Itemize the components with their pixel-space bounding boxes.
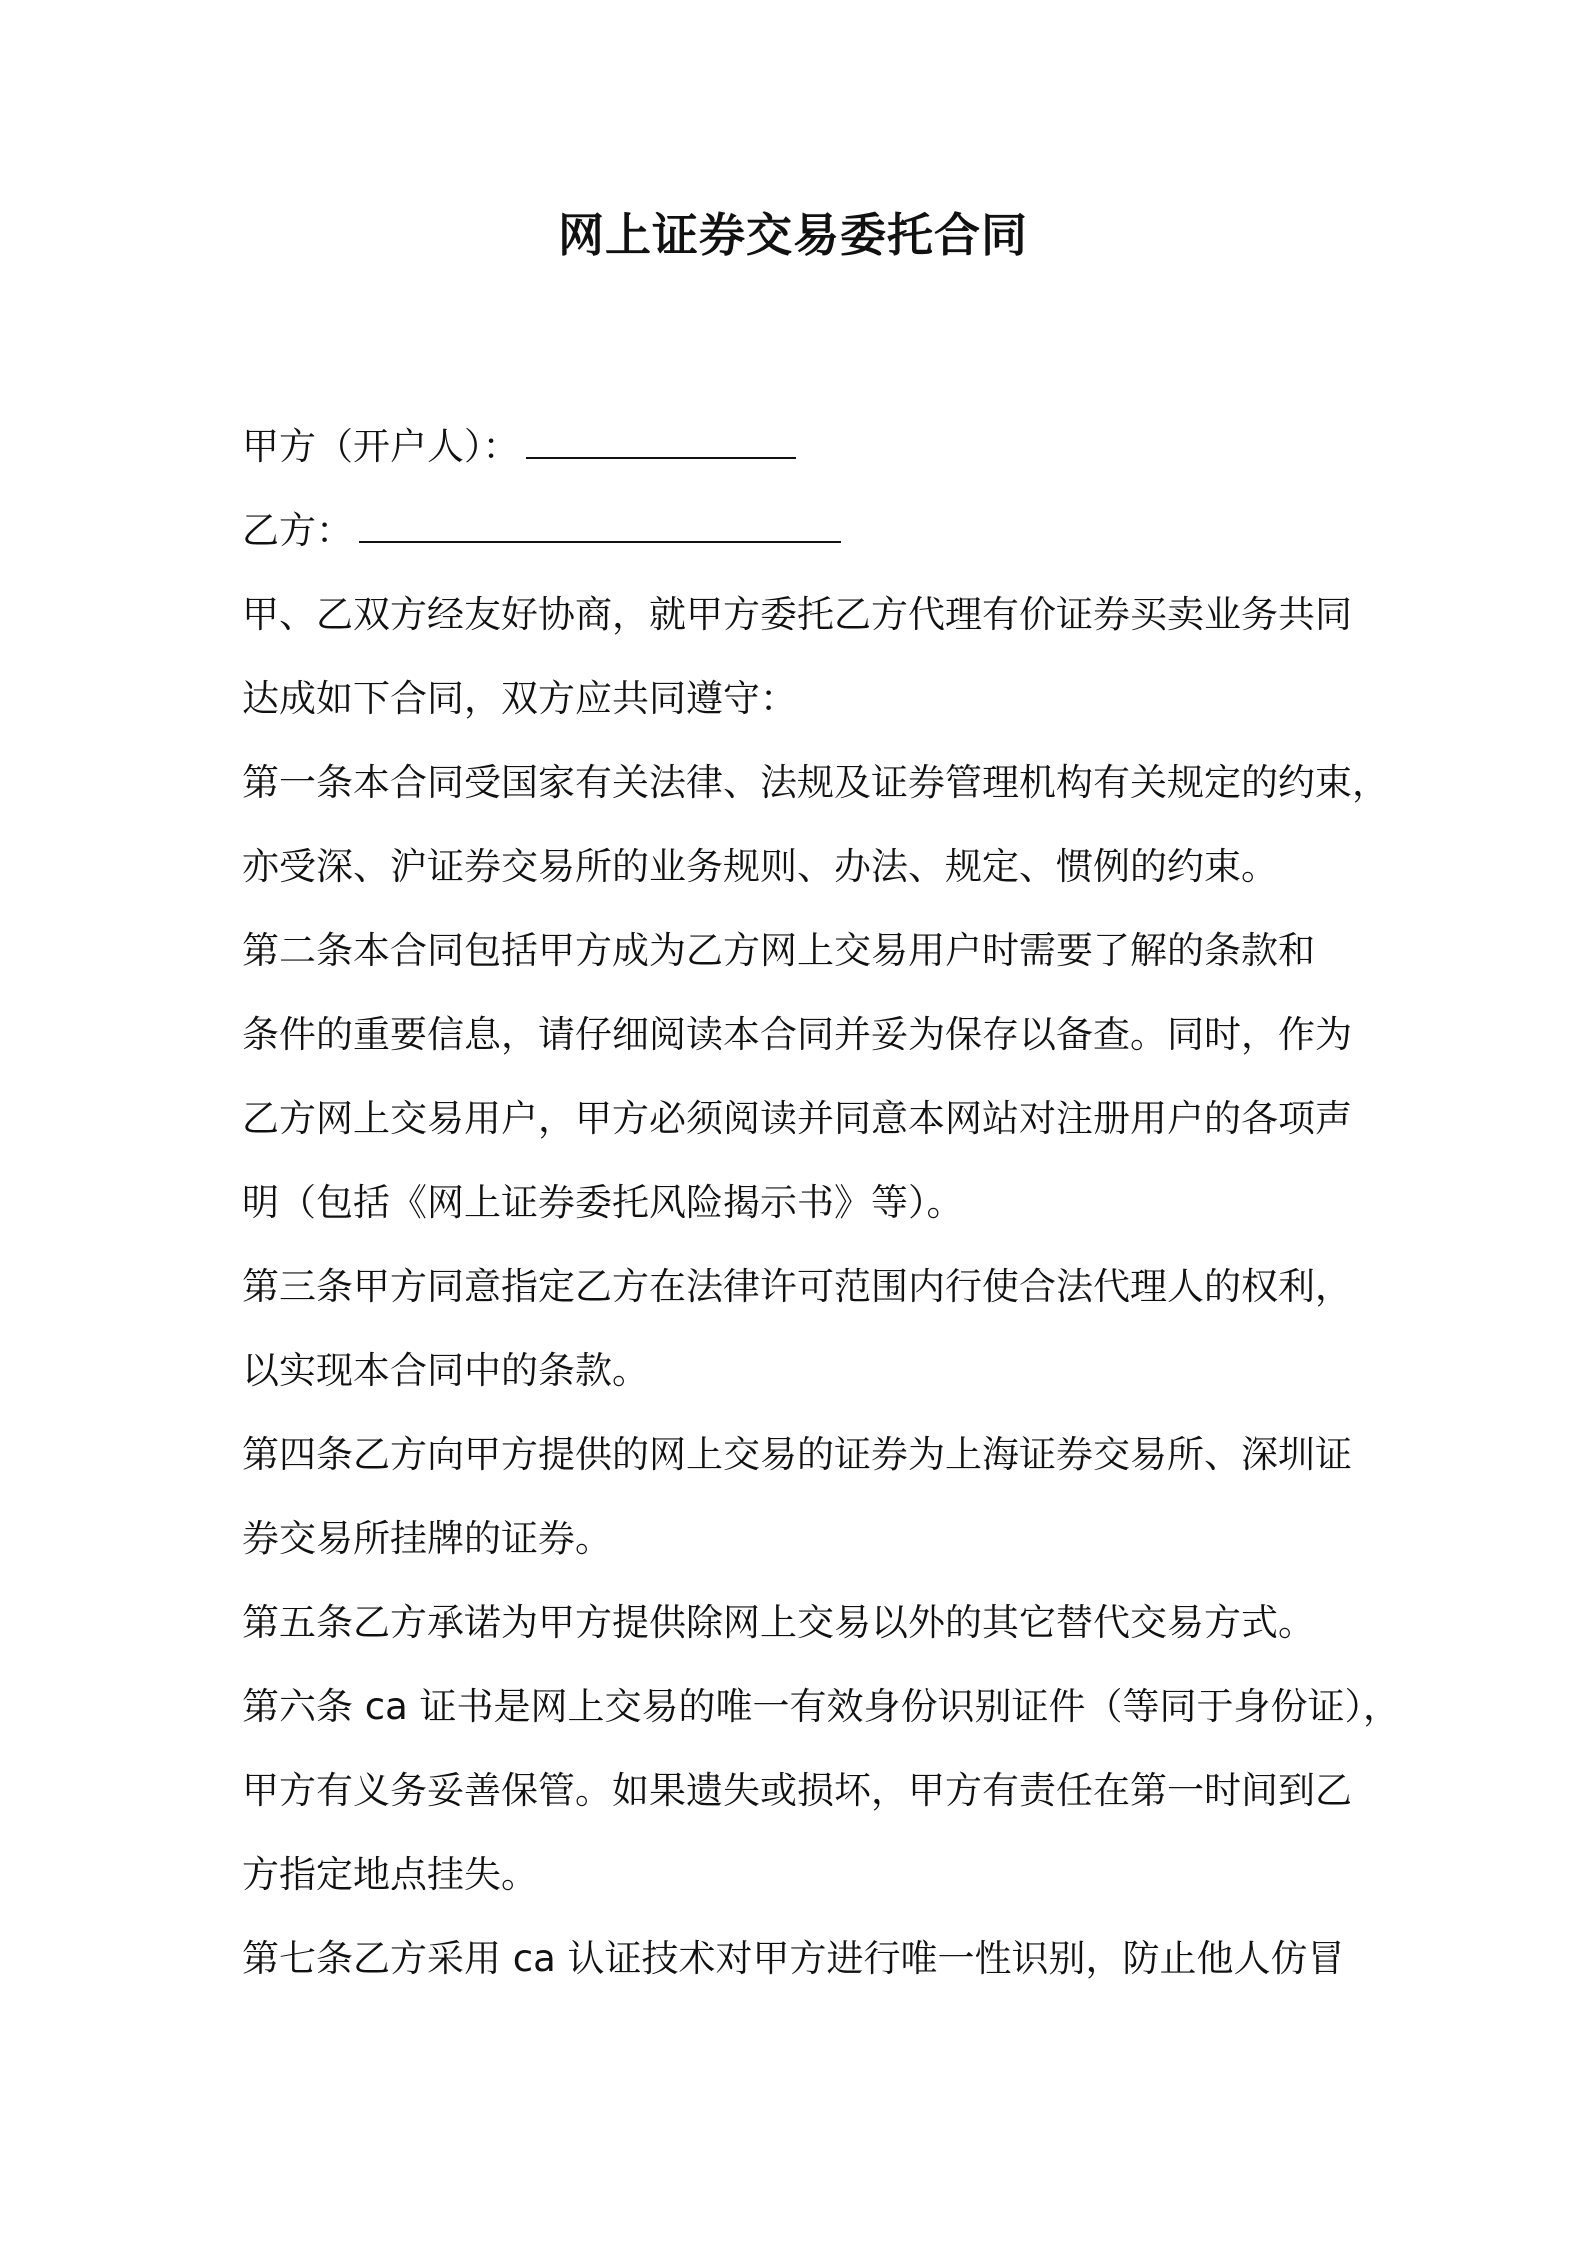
text-line: 以实现本合同中的条款。 [242,1349,649,1392]
party-b-label: 乙方： [242,509,353,552]
document-title: 网上证券交易委托合同 [558,208,1028,262]
contract-body [242,405,1401,2001]
text-line: 第一条本合同受国家有关法律、法规及证券管理机构有关规定的约束， [242,761,1389,804]
party-a-blank [526,411,796,459]
text-line: 明（包括《网上证券委托风险揭示书》等）。 [242,1181,964,1224]
text-line: 第二条本合同包括甲方成为乙方网上交易用户时需要了解的条款和 [242,929,1315,972]
text-line: 甲、乙双方经友好协商，就甲方委托乙方代理有价证券买卖业务共同 [242,593,1352,636]
party-b-blank [359,495,841,543]
text-line: 第六条 ca 证书是网上交易的唯一有效身份识别证件（等同于身份证）， [242,1685,1401,1728]
party-b-line [242,489,1352,573]
text-line: 第四条乙方向甲方提供的网上交易的证券为上海证券交易所、深圳证 [242,1433,1352,1476]
text-line: 第五条乙方承诺为甲方提供除网上交易以外的其它替代交易方式。 [242,1601,1315,1644]
text-line: 方指定地点挂失。 [242,1853,538,1896]
text-line: 第七条乙方采用 ca 认证技术对甲方进行唯一性识别，防止他人仿冒 [242,1937,1345,1980]
text-line: 第三条甲方同意指定乙方在法律许可范围内行使合法代理人的权利， [242,1265,1352,1308]
text-line: 亦受深、沪证券交易所的业务规则、办法、规定、惯例的约束。 [242,845,1278,888]
text-line: 乙方网上交易用户，甲方必须阅读并同意本网站对注册用户的各项声 [242,1097,1352,1140]
text-line: 甲方有义务妥善保管。如果遗失或损坏，甲方有责任在第一时间到乙 [242,1769,1352,1812]
party-a-label: 甲方（开户人）： [242,425,520,468]
text-line: 条件的重要信息，请仔细阅读本合同并妥为保存以备查。同时，作为 [242,1013,1352,1056]
text-line: 达成如下合同，双方应共同遵守： [242,677,797,720]
party-a-line [242,405,1352,489]
text-line: 券交易所挂牌的证券。 [242,1517,612,1560]
